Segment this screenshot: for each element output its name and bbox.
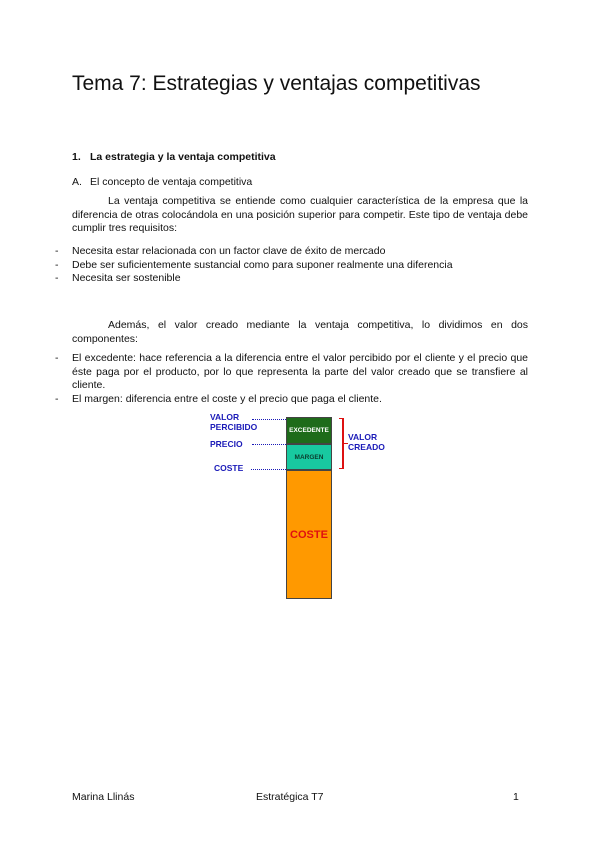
coste-bar-label: COSTE — [290, 529, 328, 541]
page-title: Tema 7: Estrategias y ventajas competitivas — [72, 72, 481, 95]
coste-bar — [286, 470, 332, 599]
precio-label: PRECIO — [210, 439, 243, 449]
section-title: La estrategia y la ventaja competitiva — [90, 151, 276, 163]
list-dash: - — [55, 392, 59, 405]
list-dash: - — [55, 258, 59, 271]
list-dash: - — [55, 352, 59, 364]
list-item: - Necesita ser sostenible — [55, 272, 181, 285]
coste-dotted-line — [251, 469, 286, 470]
margen-bar-label: MARGEN — [294, 454, 324, 461]
value-diagram — [200, 408, 410, 600]
components-paragraph: Además, el valor creado mediante la ventaja competitiva, lo dividimos en dos componentes: — [72, 319, 528, 345]
components-list — [55, 352, 528, 406]
valor-percibido-label: VALOR PERCIBIDO — [210, 412, 258, 432]
footer-course: Estratégica T7 — [256, 791, 324, 803]
section-heading — [72, 151, 276, 163]
list-item: - Necesita estar relacionada con un factor clave de éxito de mercado — [55, 245, 386, 257]
precio-dotted-line — [252, 444, 286, 445]
excedente-bar-label: EXCEDENTE — [289, 427, 329, 434]
coste-label: COSTE — [214, 463, 244, 473]
excedente-bar — [286, 417, 332, 444]
list-dash: - — [55, 245, 59, 257]
subsection-title: El concepto de ventaja competitiva — [90, 176, 253, 188]
list-item: - Debe ser suficientemente sustancial como para suponer realmente una diferencia — [55, 258, 453, 271]
list-item: - El margen: diferencia entre el coste y el precio que paga el cliente. — [55, 392, 382, 405]
margen-bar — [286, 444, 332, 470]
valor-creado-label: VALOR CREADO — [348, 432, 385, 452]
footer-page-number: 1 — [513, 791, 519, 803]
section-number: 1. — [72, 151, 81, 163]
footer-author: Marina Llinás — [72, 791, 135, 803]
subsection-letter: A. — [72, 176, 82, 188]
list-item: - El excedente: hace referencia a la diferencia entre el valor percibido por el cliente y el precio que éste paga por el producto, por lo que representa la parte del valor creado que se transfiere al cliente. — [55, 352, 528, 392]
valor-dotted-line — [252, 419, 286, 420]
intro-paragraph: La ventaja competitiva se entiende como cualquier característica de la empresa que la diferencia de otras colocándola en una posición superior para competir. Este tipo de ventaja debe cumplir tres requisitos: — [72, 195, 528, 235]
list-dash: - — [55, 272, 59, 285]
subsection-heading — [72, 176, 252, 188]
requirements-list — [55, 245, 528, 286]
